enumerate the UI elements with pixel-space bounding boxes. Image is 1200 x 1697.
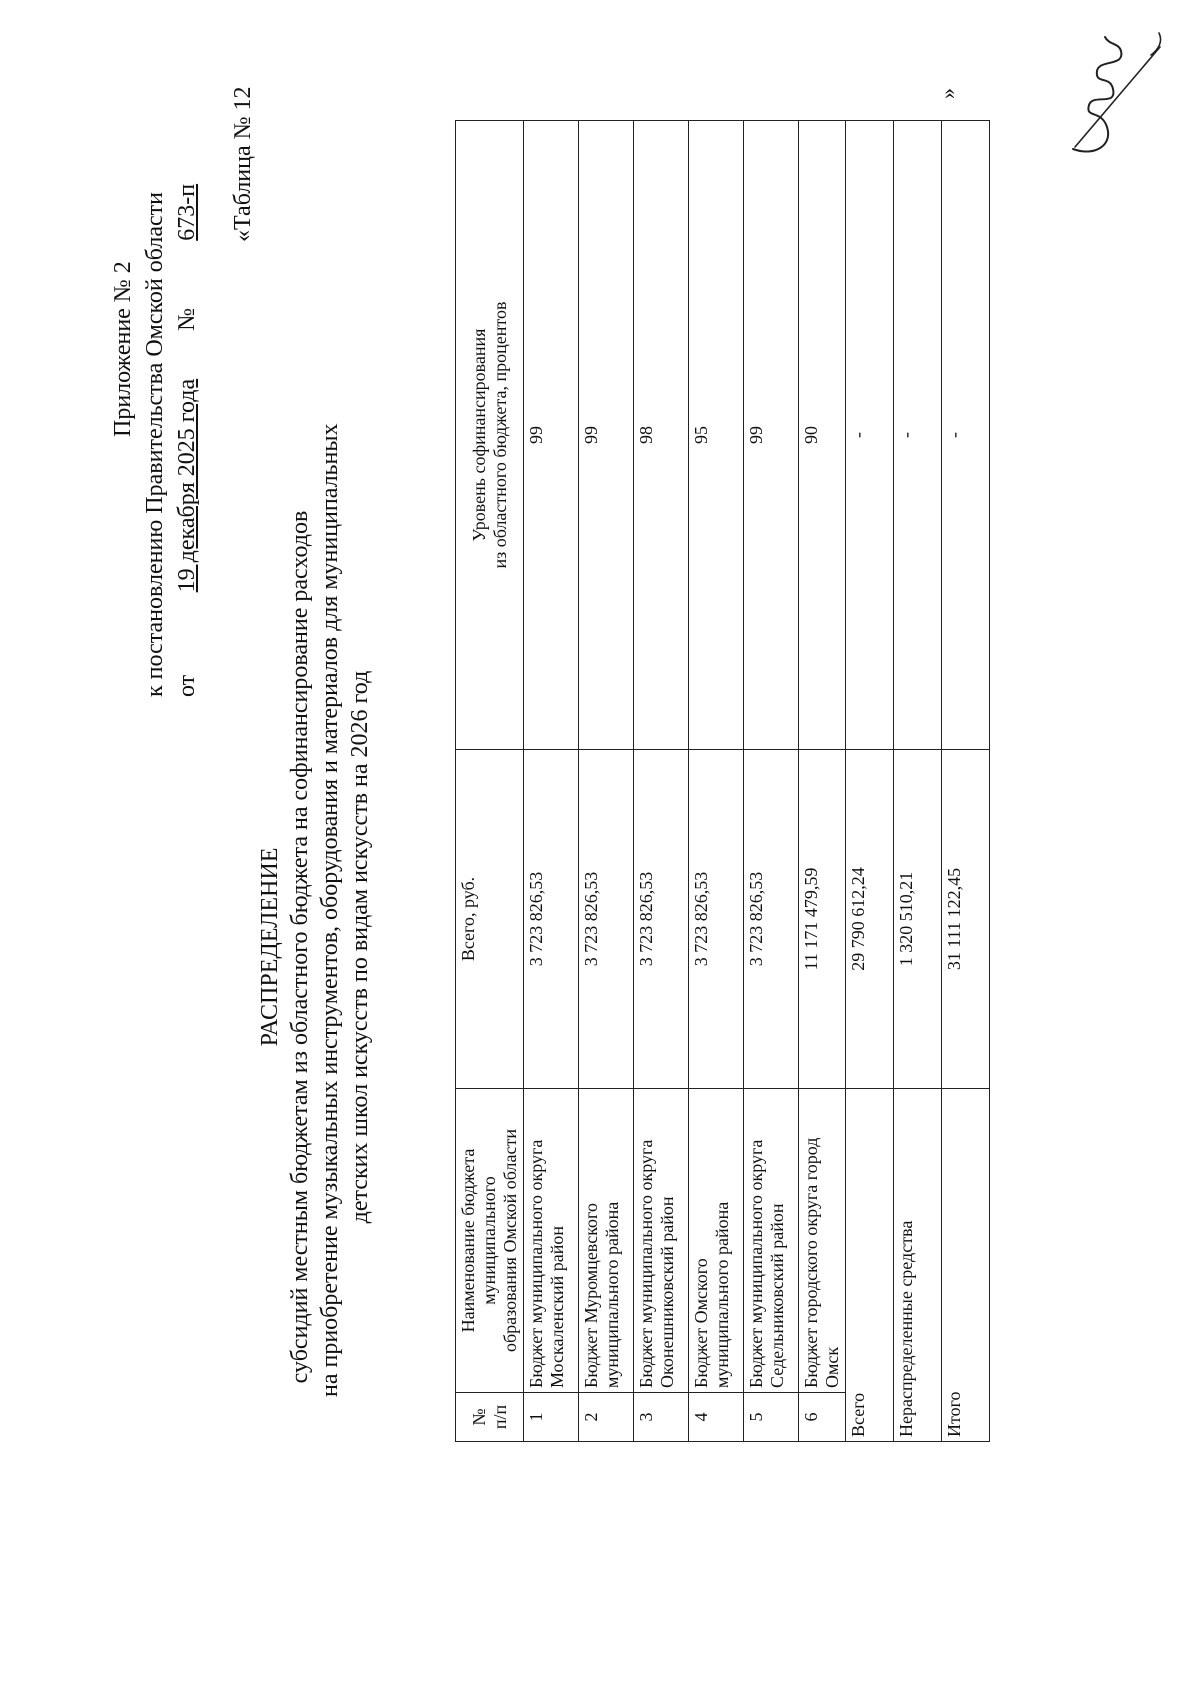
table-cell: - [942,121,990,750]
decree-number: 673-п [174,183,200,241]
cell-text-line: Бюджет муниципального округа [636,1139,656,1388]
cell-text-line: из областного бюджета, процентов [489,301,510,569]
table-cell: 90 [799,121,846,750]
summary-row-unallocated [894,121,942,1442]
table-cell: 11 171 479,59 [799,750,846,1089]
header-name [456,1089,524,1393]
cell-text-line: п/п [489,1404,510,1430]
cell-text-line: Москаленский район [547,1226,567,1388]
document-title: РАСПРЕДЕЛЕНИЕ [257,847,283,1047]
table-row [634,121,689,1442]
table-cell [744,1089,799,1393]
number-prefix: № [174,307,200,331]
table-cell [799,1089,846,1393]
table-cell: 3 723 826,53 [744,750,799,1089]
cell-text-line: Седельниковский район [767,1203,787,1388]
cell-text-line: № [468,1408,489,1426]
table-cell: 99 [744,121,799,750]
cell-text-line: образования Омской области [500,1129,520,1352]
date-prefix: от [174,674,200,697]
decree-date: 19 декабря 2025 года [174,378,200,593]
table-cell [579,1089,634,1393]
summary-row-total [846,121,894,1442]
table-cell: 1 [524,1393,579,1442]
summary-row-grand-total [942,121,990,1442]
table-cell: 99 [579,121,634,750]
distribution-table [455,120,990,1442]
table-cell: Нераспределенные средства [894,1089,942,1442]
table-cell: 2 [579,1393,634,1442]
cell-text-line: Бюджет Муромцевского [581,1203,601,1388]
table-cell: 29 790 612,24 [846,750,894,1089]
table-row [524,121,579,1442]
table-cell: 31 111 122,45 [942,750,990,1089]
table-cell: Всего [846,1089,894,1442]
title-line-2: на приобретение музыкальных инструментов, оборудования и материалов для муниципальных [317,423,343,1397]
table-cell: 3 [634,1393,689,1442]
cell-text-line: Бюджет Омского [691,1258,711,1388]
cell-text-line: муниципального района [712,1201,732,1388]
table-cell: 95 [689,121,744,750]
header-number [456,1393,524,1442]
cell-text-line: Бюджет муниципального округа [746,1139,766,1388]
decree-date-line [172,184,203,697]
cell-text-line: Наименование бюджета муниципального [458,1148,499,1333]
cell-text-line: Оконешниковский район [657,1196,677,1388]
title-line-3: детских школ искусств по видам искусств на 2026 год [347,670,373,1224]
signature-mark [1055,27,1175,167]
table-cell: 1 320 510,21 [894,750,942,1089]
document-title-block [255,423,375,1397]
table-row [579,121,634,1442]
table-header-row [456,121,524,1442]
cell-text-line: Уровень софинансирования [468,328,489,542]
title-line-1: субсидий местным бюджетам из областного бюджета на софинансирование расходов [287,510,313,1384]
appendix-reference: к постановлению Правительства Омской области [142,191,168,697]
table-row [799,121,846,1442]
table-cell: 3 723 826,53 [579,750,634,1089]
table-cell: 3 723 826,53 [524,750,579,1089]
table-cell [689,1089,744,1393]
table-row [689,121,744,1442]
table-cell: 6 [799,1393,846,1442]
header-total: Всего, руб. [456,750,524,1089]
cell-text-line: муниципального района [602,1201,622,1388]
table-cell: 98 [634,121,689,750]
table-cell: 5 [744,1393,799,1442]
table-row [744,121,799,1442]
table-cell: 3 723 826,53 [689,750,744,1089]
table-reference: «Таблица № 12 [230,86,256,242]
table-cell: Итого [942,1089,990,1442]
table-cell: 4 [689,1393,744,1442]
appendix-number: Приложение № 2 [110,261,136,437]
table-cell [524,1089,579,1393]
table-cell: - [846,121,894,750]
table-cell: - [894,121,942,750]
table-cell [634,1089,689,1393]
cell-text-line: Бюджет городского округа город Омск [801,1137,842,1388]
cell-text-line: Бюджет муниципального округа [526,1139,546,1388]
header-level [456,121,524,750]
table-cell: 99 [524,121,579,750]
closing-quote: » [935,88,960,99]
table-cell: 3 723 826,53 [634,750,689,1089]
